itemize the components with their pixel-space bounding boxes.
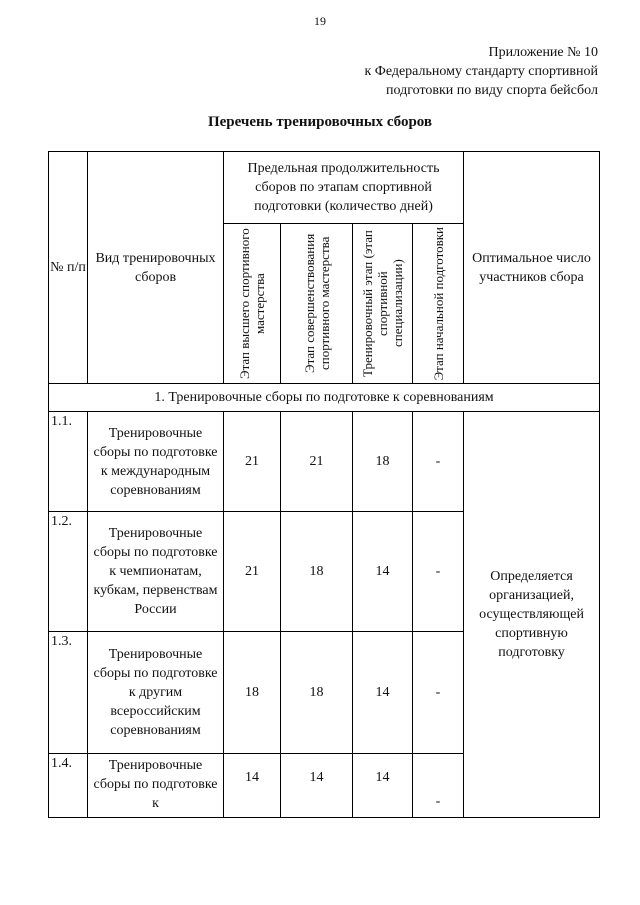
header-participants: Оптимальное число участников сбора (464, 152, 600, 384)
row-training: 14 (353, 632, 413, 754)
header-number: № п/п (49, 152, 88, 384)
row-number: 1.1. (49, 412, 88, 512)
row-name: Тренировочные сборы по подготовке к чемпионатам, кубкам, первенствам России (88, 512, 224, 632)
row-improvement: 18 (281, 632, 353, 754)
row-initial: - (413, 754, 464, 818)
row-initial: - (413, 412, 464, 512)
row-number: 1.4. (49, 754, 88, 818)
row-number: 1.3. (49, 632, 88, 754)
row-higher: 14 (224, 754, 281, 818)
page-number: 19 (314, 14, 326, 28)
header-kind: Вид тренировочных сборов (88, 152, 224, 384)
row-improvement: 18 (281, 512, 353, 632)
header-stage-initial: Этап начальной подготовки (413, 224, 464, 384)
training-camps-table (48, 151, 600, 818)
appendix-line-2: к Федеральному стандарту спортивной (364, 64, 598, 79)
row-number: 1.2. (49, 512, 88, 632)
row-initial: - (413, 512, 464, 632)
row-training: 18 (353, 412, 413, 512)
row-name: Тренировочные сборы по подготовке к другим всероссийским соревнованиям (88, 632, 224, 754)
row-higher: 21 (224, 412, 281, 512)
header-stage-higher: Этап высшего спортивного мастерства (224, 224, 281, 384)
row-training: 14 (353, 754, 413, 818)
row-name: Тренировочные сборы по подготовке к (88, 754, 224, 818)
participants-value: Определяется организацией, осуществляющей спортивную подготовку (464, 412, 600, 818)
row-name: Тренировочные сборы по подготовке к международным соревнованиям (88, 412, 224, 512)
appendix-line-3: подготовки по виду спорта бейсбол (386, 83, 598, 98)
row-higher: 18 (224, 632, 281, 754)
table-row (49, 412, 600, 512)
appendix-heading (364, 43, 598, 100)
row-improvement: 21 (281, 412, 353, 512)
header-duration-group: Предельная продолжительность сборов по этапам спортивной подготовки (количество дней) (224, 152, 464, 224)
section-heading: 1. Тренировочные сборы по подготовке к соревнованиям (49, 384, 600, 412)
appendix-line-1: Приложение № 10 (488, 45, 598, 60)
row-higher: 21 (224, 512, 281, 632)
header-stage-improvement: Этап совершенствования спортивного мастерства (281, 224, 353, 384)
header-stage-training: Тренировочный этап (этап спортивной специализации) (353, 224, 413, 384)
row-training: 14 (353, 512, 413, 632)
row-improvement: 14 (281, 754, 353, 818)
document-title: Перечень тренировочных сборов (207, 114, 433, 130)
row-initial: - (413, 632, 464, 754)
